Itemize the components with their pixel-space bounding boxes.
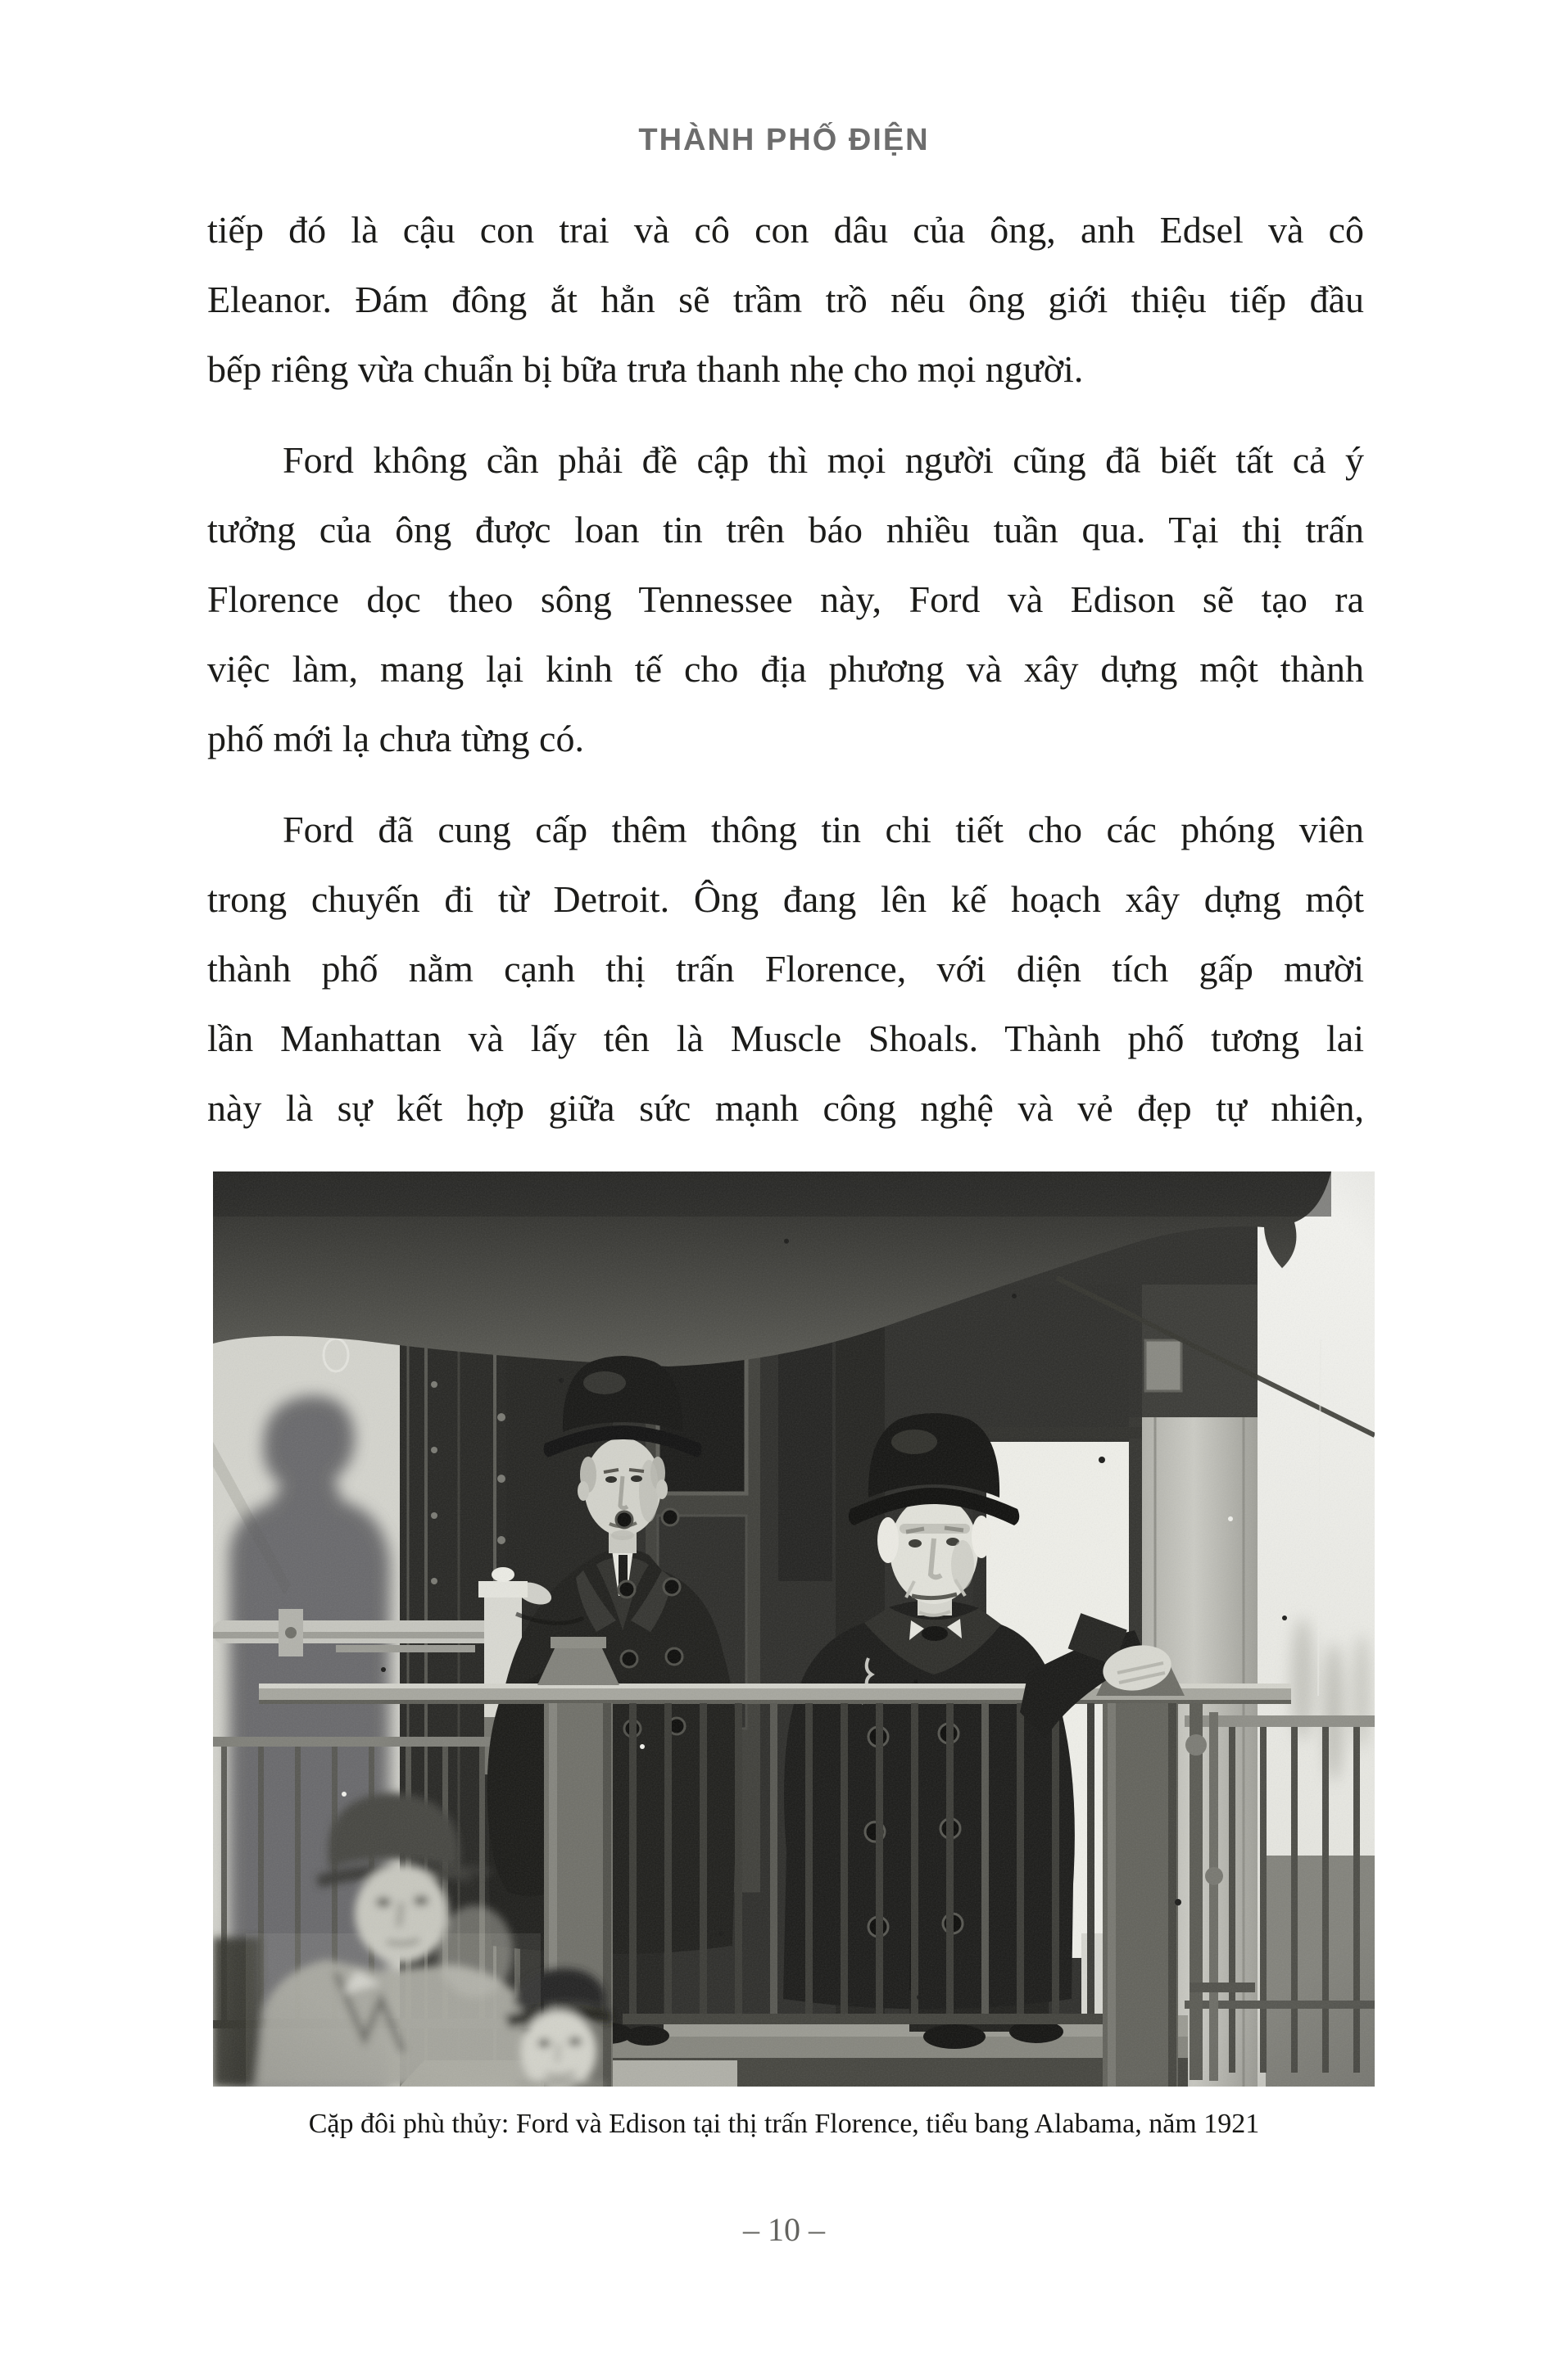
- photo-figure: [213, 1171, 1375, 2087]
- page-number: – 10 –: [743, 2211, 825, 2248]
- text-line: trong chuyến đi từ Detroit. Ông đang lên kế hoạch xây dựng một: [207, 878, 1364, 920]
- ford-edison-photo: [213, 1171, 1375, 2087]
- paragraph: [207, 195, 1364, 404]
- text-line: này là sự kết hợp giữa sức mạnh công nghệ và vẻ đẹp tự nhiên,: [207, 1087, 1364, 1129]
- text-line: Ford không cần phải đề cập thì mọi người cũng đã biết tất cả ý: [283, 439, 1364, 481]
- text-line: thành phố nằm cạnh thị trấn Florence, với diện tích gấp mười: [207, 948, 1364, 990]
- text-line: Ford đã cung cấp thêm thông tin chi tiết cho các phóng viên: [283, 809, 1364, 850]
- text-line: việc làm, mang lại kinh tế cho địa phương và xây dựng một thành: [207, 648, 1364, 690]
- text-line: lần Manhattan và lấy tên là Muscle Shoals. Thành phố tương lai: [207, 1017, 1364, 1059]
- text-line: phố mới lạ chưa từng có.: [207, 718, 584, 759]
- text-line: bếp riêng vừa chuẩn bị bữa trưa thanh nhẹ cho mọi người.: [207, 348, 1084, 390]
- paragraph: [207, 795, 1364, 1143]
- text-line: tưởng của ông được loan tin trên báo nhiều tuần qua. Tại thị trấn: [207, 509, 1364, 551]
- text-block: [207, 195, 1364, 1164]
- text-line: tiếp đó là cậu con trai và cô con dâu của ông, anh Edsel và cô: [207, 209, 1364, 251]
- text-line: Eleanor. Đám đông ắt hẳn sẽ trầm trồ nếu ông giới thiệu tiếp đầu: [207, 279, 1364, 320]
- running-header: THÀNH PHỐ ĐIỆN: [638, 123, 930, 157]
- text-line: Florence dọc theo sông Tennessee này, Ford và Edison sẽ tạo ra: [207, 578, 1364, 620]
- paragraph: [207, 425, 1364, 773]
- photo-caption: Cặp đôi phù thủy: Ford và Edison tại thị trấn Florence, tiểu bang Alabama, năm 1921: [308, 2109, 1260, 2139]
